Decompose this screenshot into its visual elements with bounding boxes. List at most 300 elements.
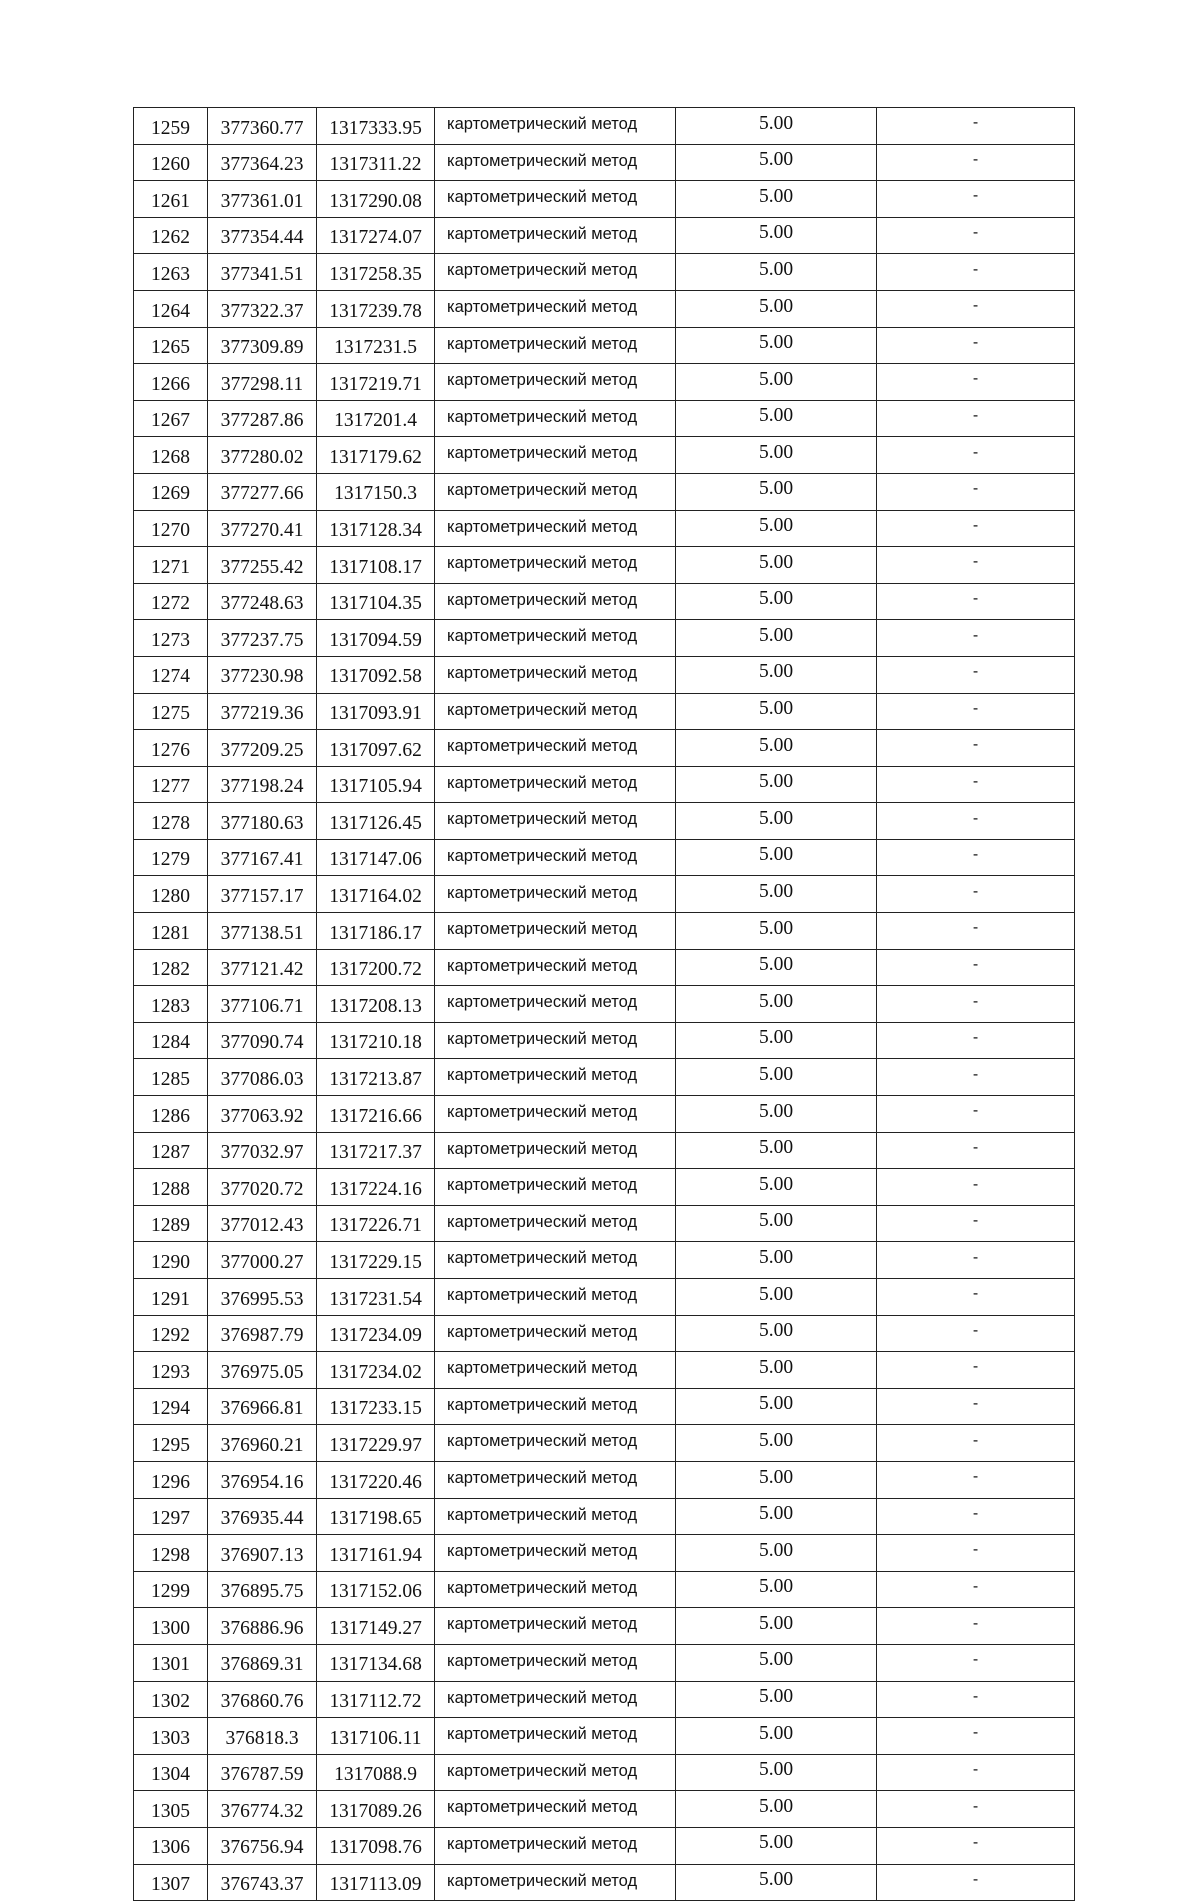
description-cell: - [877,876,1075,913]
accuracy-cell: 5.00 [676,1644,877,1681]
description-cell: - [877,1132,1075,1169]
y-coordinate-cell: 1317220.46 [317,1461,435,1498]
method-cell: картометрический метод [435,144,676,181]
x-coordinate-cell: 376975.05 [208,1352,317,1389]
table-row [134,1096,1075,1133]
description-cell: - [877,1718,1075,1755]
y-coordinate-cell: 1317179.62 [317,437,435,474]
x-coordinate-cell: 377167.41 [208,839,317,876]
table-row [134,986,1075,1023]
method-cell: картометрический метод [435,1425,676,1462]
x-coordinate-cell: 377360.77 [208,108,317,145]
method-cell: картометрический метод [435,766,676,803]
accuracy-cell: 5.00 [676,693,877,730]
point-number-cell: 1264 [134,290,208,327]
table-row [134,1681,1075,1718]
accuracy-cell: 5.00 [676,1754,877,1791]
description-cell: - [877,1425,1075,1462]
description-cell: - [877,181,1075,218]
table-row [134,1279,1075,1316]
accuracy-cell: 5.00 [676,913,877,950]
table-row [134,656,1075,693]
table-row [134,803,1075,840]
description-cell: - [877,583,1075,620]
x-coordinate-cell: 377180.63 [208,803,317,840]
description-cell: - [877,1498,1075,1535]
point-number-cell: 1293 [134,1352,208,1389]
description-cell: - [877,327,1075,364]
method-cell: картометрический метод [435,1022,676,1059]
point-number-cell: 1275 [134,693,208,730]
x-coordinate-cell: 377354.44 [208,217,317,254]
accuracy-cell: 5.00 [676,1498,877,1535]
accuracy-cell: 5.00 [676,1169,877,1206]
method-cell: картометрический метод [435,1571,676,1608]
accuracy-cell: 5.00 [676,1535,877,1572]
point-number-cell: 1295 [134,1425,208,1462]
accuracy-cell: 5.00 [676,1242,877,1279]
table-row [134,766,1075,803]
y-coordinate-cell: 1317126.45 [317,803,435,840]
table-row [134,254,1075,291]
method-cell: картометрический метод [435,730,676,767]
description-cell: - [877,254,1075,291]
point-number-cell: 1288 [134,1169,208,1206]
method-cell: картометрический метод [435,108,676,145]
point-number-cell: 1283 [134,986,208,1023]
point-number-cell: 1271 [134,547,208,584]
method-cell: картометрический метод [435,217,676,254]
y-coordinate-cell: 1317224.16 [317,1169,435,1206]
method-cell: картометрический метод [435,510,676,547]
y-coordinate-cell: 1317274.07 [317,217,435,254]
accuracy-cell: 5.00 [676,1718,877,1755]
y-coordinate-cell: 1317164.02 [317,876,435,913]
y-coordinate-cell: 1317161.94 [317,1535,435,1572]
description-cell: - [877,620,1075,657]
accuracy-cell: 5.00 [676,217,877,254]
point-number-cell: 1307 [134,1864,208,1901]
accuracy-cell: 5.00 [676,437,877,474]
table-row [134,693,1075,730]
x-coordinate-cell: 377063.92 [208,1096,317,1133]
description-cell: - [877,730,1075,767]
y-coordinate-cell: 1317094.59 [317,620,435,657]
x-coordinate-cell: 377219.36 [208,693,317,730]
point-number-cell: 1286 [134,1096,208,1133]
point-number-cell: 1305 [134,1791,208,1828]
point-number-cell: 1296 [134,1461,208,1498]
table-row [134,1644,1075,1681]
method-cell: картометрический метод [435,327,676,364]
method-cell: картометрический метод [435,437,676,474]
method-cell: картометрический метод [435,400,676,437]
table-row [134,1461,1075,1498]
point-number-cell: 1299 [134,1571,208,1608]
method-cell: картометрический метод [435,913,676,950]
table-row [134,1205,1075,1242]
accuracy-cell: 5.00 [676,1059,877,1096]
x-coordinate-cell: 376960.21 [208,1425,317,1462]
method-cell: картометрический метод [435,1754,676,1791]
method-cell: картометрический метод [435,473,676,510]
accuracy-cell: 5.00 [676,1022,877,1059]
x-coordinate-cell: 377298.11 [208,364,317,401]
accuracy-cell: 5.00 [676,1864,877,1901]
x-coordinate-cell: 376995.53 [208,1279,317,1316]
point-number-cell: 1270 [134,510,208,547]
table-row [134,1425,1075,1462]
method-cell: картометрический метод [435,693,676,730]
method-cell: картометрический метод [435,1827,676,1864]
accuracy-cell: 5.00 [676,1827,877,1864]
accuracy-cell: 5.00 [676,1461,877,1498]
table-row [134,1132,1075,1169]
method-cell: картометрический метод [435,1791,676,1828]
accuracy-cell: 5.00 [676,510,877,547]
point-number-cell: 1301 [134,1644,208,1681]
table-row [134,1754,1075,1791]
point-number-cell: 1306 [134,1827,208,1864]
point-number-cell: 1266 [134,364,208,401]
description-cell: - [877,144,1075,181]
description-cell: - [877,400,1075,437]
method-cell: картометрический метод [435,1352,676,1389]
description-cell: - [877,1059,1075,1096]
y-coordinate-cell: 1317219.71 [317,364,435,401]
x-coordinate-cell: 377248.63 [208,583,317,620]
accuracy-cell: 5.00 [676,839,877,876]
method-cell: картометрический метод [435,1608,676,1645]
y-coordinate-cell: 1317229.15 [317,1242,435,1279]
accuracy-cell: 5.00 [676,254,877,291]
accuracy-cell: 5.00 [676,1388,877,1425]
y-coordinate-cell: 1317216.66 [317,1096,435,1133]
x-coordinate-cell: 377322.37 [208,290,317,327]
accuracy-cell: 5.00 [676,1132,877,1169]
y-coordinate-cell: 1317088.9 [317,1754,435,1791]
accuracy-cell: 5.00 [676,986,877,1023]
y-coordinate-cell: 1317290.08 [317,181,435,218]
table-row [134,1827,1075,1864]
description-cell: - [877,913,1075,950]
description-cell: - [877,217,1075,254]
point-number-cell: 1261 [134,181,208,218]
accuracy-cell: 5.00 [676,144,877,181]
y-coordinate-cell: 1317112.72 [317,1681,435,1718]
method-cell: картометрический метод [435,1681,676,1718]
description-cell: - [877,949,1075,986]
point-number-cell: 1278 [134,803,208,840]
x-coordinate-cell: 376954.16 [208,1461,317,1498]
accuracy-cell: 5.00 [676,803,877,840]
point-number-cell: 1294 [134,1388,208,1425]
y-coordinate-cell: 1317234.09 [317,1315,435,1352]
description-cell: - [877,1681,1075,1718]
description-cell: - [877,437,1075,474]
table-row [134,510,1075,547]
point-number-cell: 1297 [134,1498,208,1535]
y-coordinate-cell: 1317089.26 [317,1791,435,1828]
point-number-cell: 1265 [134,327,208,364]
table-row [134,1315,1075,1352]
point-number-cell: 1298 [134,1535,208,1572]
accuracy-cell: 5.00 [676,327,877,364]
description-cell: - [877,1315,1075,1352]
x-coordinate-cell: 377198.24 [208,766,317,803]
accuracy-cell: 5.00 [676,108,877,145]
point-number-cell: 1269 [134,473,208,510]
table-row [134,583,1075,620]
y-coordinate-cell: 1317097.62 [317,730,435,767]
y-coordinate-cell: 1317092.58 [317,656,435,693]
point-number-cell: 1279 [134,839,208,876]
method-cell: картометрический метод [435,1169,676,1206]
y-coordinate-cell: 1317105.94 [317,766,435,803]
accuracy-cell: 5.00 [676,876,877,913]
description-cell: - [877,1754,1075,1791]
description-cell: - [877,1864,1075,1901]
x-coordinate-cell: 376756.94 [208,1827,317,1864]
point-number-cell: 1292 [134,1315,208,1352]
description-cell: - [877,986,1075,1023]
table-row [134,730,1075,767]
method-cell: картометрический метод [435,290,676,327]
table-row [134,437,1075,474]
method-cell: картометрический метод [435,1242,676,1279]
method-cell: картометрический метод [435,1132,676,1169]
x-coordinate-cell: 377086.03 [208,1059,317,1096]
description-cell: - [877,290,1075,327]
method-cell: картометрический метод [435,949,676,986]
y-coordinate-cell: 1317217.37 [317,1132,435,1169]
description-cell: - [877,1608,1075,1645]
method-cell: картометрический метод [435,876,676,913]
table-row [134,181,1075,218]
x-coordinate-cell: 377237.75 [208,620,317,657]
x-coordinate-cell: 377090.74 [208,1022,317,1059]
description-cell: - [877,1791,1075,1828]
x-coordinate-cell: 377361.01 [208,181,317,218]
y-coordinate-cell: 1317147.06 [317,839,435,876]
method-cell: картометрический метод [435,583,676,620]
accuracy-cell: 5.00 [676,583,877,620]
y-coordinate-cell: 1317108.17 [317,547,435,584]
y-coordinate-cell: 1317150.3 [317,473,435,510]
table-row [134,876,1075,913]
accuracy-cell: 5.00 [676,620,877,657]
accuracy-cell: 5.00 [676,1279,877,1316]
table-row [134,620,1075,657]
table-row [134,364,1075,401]
method-cell: картометрический метод [435,547,676,584]
x-coordinate-cell: 377309.89 [208,327,317,364]
method-cell: картометрический метод [435,1096,676,1133]
point-number-cell: 1263 [134,254,208,291]
x-coordinate-cell: 376869.31 [208,1644,317,1681]
description-cell: - [877,656,1075,693]
method-cell: картометрический метод [435,1205,676,1242]
x-coordinate-cell: 377209.25 [208,730,317,767]
point-number-cell: 1267 [134,400,208,437]
point-number-cell: 1303 [134,1718,208,1755]
description-cell: - [877,510,1075,547]
x-coordinate-cell: 376966.81 [208,1388,317,1425]
description-cell: - [877,1388,1075,1425]
description-cell: - [877,1644,1075,1681]
y-coordinate-cell: 1317128.34 [317,510,435,547]
x-coordinate-cell: 377032.97 [208,1132,317,1169]
description-cell: - [877,1571,1075,1608]
x-coordinate-cell: 377341.51 [208,254,317,291]
accuracy-cell: 5.00 [676,181,877,218]
table-row [134,108,1075,145]
table-row [134,1242,1075,1279]
y-coordinate-cell: 1317231.5 [317,327,435,364]
method-cell: картометрический метод [435,986,676,1023]
point-number-cell: 1274 [134,656,208,693]
x-coordinate-cell: 376907.13 [208,1535,317,1572]
y-coordinate-cell: 1317233.15 [317,1388,435,1425]
method-cell: картометрический метод [435,1059,676,1096]
table-row [134,144,1075,181]
accuracy-cell: 5.00 [676,1425,877,1462]
y-coordinate-cell: 1317234.02 [317,1352,435,1389]
point-number-cell: 1291 [134,1279,208,1316]
method-cell: картометрический метод [435,839,676,876]
point-number-cell: 1273 [134,620,208,657]
table-body [134,108,1075,1901]
method-cell: картометрический метод [435,254,676,291]
accuracy-cell: 5.00 [676,1096,877,1133]
x-coordinate-cell: 376743.37 [208,1864,317,1901]
point-number-cell: 1262 [134,217,208,254]
method-cell: картометрический метод [435,803,676,840]
point-number-cell: 1282 [134,949,208,986]
table-row [134,839,1075,876]
x-coordinate-cell: 377012.43 [208,1205,317,1242]
table-row [134,1059,1075,1096]
x-coordinate-cell: 377255.42 [208,547,317,584]
method-cell: картометрический метод [435,1498,676,1535]
description-cell: - [877,693,1075,730]
y-coordinate-cell: 1317134.68 [317,1644,435,1681]
table-row [134,327,1075,364]
point-number-cell: 1287 [134,1132,208,1169]
x-coordinate-cell: 377121.42 [208,949,317,986]
description-cell: - [877,1242,1075,1279]
x-coordinate-cell: 377000.27 [208,1242,317,1279]
point-number-cell: 1284 [134,1022,208,1059]
point-number-cell: 1300 [134,1608,208,1645]
description-cell: - [877,766,1075,803]
accuracy-cell: 5.00 [676,364,877,401]
description-cell: - [877,1827,1075,1864]
table-row [134,1535,1075,1572]
method-cell: картометрический метод [435,1535,676,1572]
y-coordinate-cell: 1317258.35 [317,254,435,291]
x-coordinate-cell: 377277.66 [208,473,317,510]
accuracy-cell: 5.00 [676,473,877,510]
accuracy-cell: 5.00 [676,400,877,437]
table-row [134,1571,1075,1608]
x-coordinate-cell: 376935.44 [208,1498,317,1535]
x-coordinate-cell: 376895.75 [208,1571,317,1608]
x-coordinate-cell: 376886.96 [208,1608,317,1645]
table-row [134,1608,1075,1645]
y-coordinate-cell: 1317201.4 [317,400,435,437]
description-cell: - [877,1096,1075,1133]
accuracy-cell: 5.00 [676,1205,877,1242]
description-cell: - [877,1352,1075,1389]
y-coordinate-cell: 1317106.11 [317,1718,435,1755]
y-coordinate-cell: 1317093.91 [317,693,435,730]
table-row [134,949,1075,986]
description-cell: - [877,547,1075,584]
x-coordinate-cell: 377020.72 [208,1169,317,1206]
x-coordinate-cell: 376818.3 [208,1718,317,1755]
table-row [134,547,1075,584]
x-coordinate-cell: 376774.32 [208,1791,317,1828]
point-number-cell: 1280 [134,876,208,913]
description-cell: - [877,803,1075,840]
point-number-cell: 1302 [134,1681,208,1718]
description-cell: - [877,473,1075,510]
method-cell: картометрический метод [435,656,676,693]
method-cell: картометрический метод [435,1279,676,1316]
y-coordinate-cell: 1317226.71 [317,1205,435,1242]
y-coordinate-cell: 1317200.72 [317,949,435,986]
method-cell: картометрический метод [435,1315,676,1352]
accuracy-cell: 5.00 [676,290,877,327]
table-row [134,913,1075,950]
accuracy-cell: 5.00 [676,1791,877,1828]
table-row [134,400,1075,437]
description-cell: - [877,1169,1075,1206]
table-row [134,1498,1075,1535]
point-number-cell: 1289 [134,1205,208,1242]
x-coordinate-cell: 376787.59 [208,1754,317,1791]
method-cell: картометрический метод [435,1864,676,1901]
table-row [134,1352,1075,1389]
table-row [134,1388,1075,1425]
x-coordinate-cell: 377364.23 [208,144,317,181]
x-coordinate-cell: 377138.51 [208,913,317,950]
x-coordinate-cell: 377270.41 [208,510,317,547]
y-coordinate-cell: 1317213.87 [317,1059,435,1096]
point-number-cell: 1276 [134,730,208,767]
y-coordinate-cell: 1317239.78 [317,290,435,327]
x-coordinate-cell: 377287.86 [208,400,317,437]
accuracy-cell: 5.00 [676,1681,877,1718]
table-row [134,217,1075,254]
method-cell: картометрический метод [435,620,676,657]
y-coordinate-cell: 1317333.95 [317,108,435,145]
description-cell: - [877,364,1075,401]
point-number-cell: 1277 [134,766,208,803]
accuracy-cell: 5.00 [676,949,877,986]
description-cell: - [877,1535,1075,1572]
accuracy-cell: 5.00 [676,1571,877,1608]
description-cell: - [877,1461,1075,1498]
x-coordinate-cell: 377280.02 [208,437,317,474]
point-number-cell: 1290 [134,1242,208,1279]
y-coordinate-cell: 1317186.17 [317,913,435,950]
y-coordinate-cell: 1317231.54 [317,1279,435,1316]
x-coordinate-cell: 376860.76 [208,1681,317,1718]
coordinates-table [133,107,1075,1901]
table-row [134,1791,1075,1828]
